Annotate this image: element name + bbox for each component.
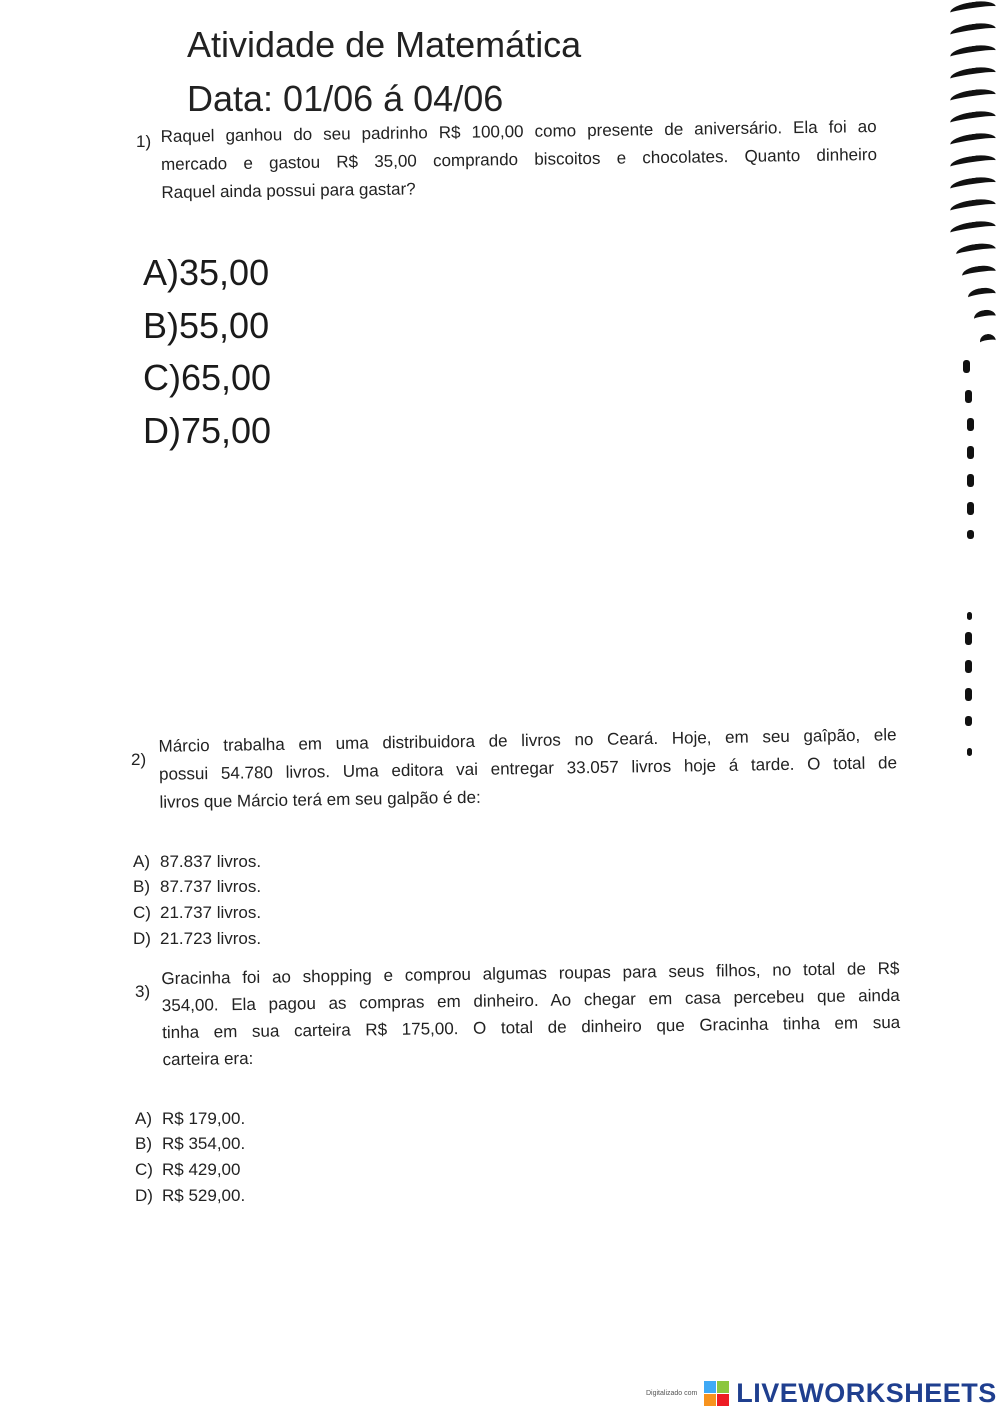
spiral-ring xyxy=(949,109,997,130)
binding-hole xyxy=(965,716,972,726)
spiral-ring xyxy=(949,153,997,174)
binding-hole xyxy=(967,418,974,431)
spiral-ring xyxy=(949,197,997,218)
binding-hole xyxy=(965,632,972,645)
spiral-ring xyxy=(955,241,997,261)
question-2-line: Márcio trabalha em uma distribuidora de livros no Ceará. Hoje, em seu gaîpão, ele xyxy=(158,725,897,756)
question-3-line: Gracinha foi ao shopping e comprou algumas roupas para seus filhos, no total de R$ xyxy=(161,958,900,989)
option-letter: C) xyxy=(133,903,151,922)
question-1-option-c[interactable]: C)65,00 xyxy=(143,357,272,398)
spiral-ring xyxy=(961,264,997,284)
option-letter: A) xyxy=(135,1109,152,1128)
question-3-line: carteira era: xyxy=(162,1048,254,1070)
question-2-option-b[interactable] xyxy=(133,877,261,897)
question-3-option-c[interactable] xyxy=(135,1160,240,1180)
spiral-ring xyxy=(949,131,997,152)
question-1-option-d[interactable]: D)75,00 xyxy=(143,410,272,451)
question-3-option-a[interactable] xyxy=(135,1109,245,1129)
option-text: 87.737 livros. xyxy=(160,877,262,896)
question-1-option-a[interactable]: A)35,00 xyxy=(143,252,270,293)
spiral-ring xyxy=(973,309,997,327)
liveworksheets-logo-icon xyxy=(704,1381,730,1407)
question-1-line: Raquel ainda possui para gastar? xyxy=(161,179,416,202)
option-letter: A) xyxy=(133,852,150,871)
question-1-text xyxy=(160,113,877,207)
question-1-line: mercado e gastou R$ 35,00 comprando biscoitos e chocolates. Quanto dinheiro xyxy=(160,145,878,174)
binding-hole xyxy=(967,612,972,620)
question-2-option-a[interactable] xyxy=(133,852,261,872)
binding-hole xyxy=(965,660,972,673)
footer-watermark xyxy=(646,1378,997,1409)
question-1-number: 1) xyxy=(136,132,152,151)
question-2-text xyxy=(158,721,897,817)
date-line: Data: 01/06 á 04/06 xyxy=(187,78,504,119)
option-letter: D) xyxy=(133,929,151,948)
question-1-line: Raquel ganhou do seu padrinho R$ 100,00 como presente de aniversário. Ela foi ao xyxy=(160,117,877,147)
spiral-ring xyxy=(949,175,997,196)
binding-hole xyxy=(967,446,974,459)
spiral-ring xyxy=(949,65,997,86)
spiral-ring xyxy=(967,286,997,305)
question-2-option-d[interactable] xyxy=(133,929,261,949)
option-letter: B) xyxy=(133,877,150,896)
question-3-line: tinha em sua carteira R$ 175,00. O total de dinheiro que Gracinha tinha em sua xyxy=(162,1012,901,1043)
spiral-binding xyxy=(940,0,1000,780)
binding-hole xyxy=(963,360,970,373)
option-text: 21.737 livros. xyxy=(160,903,262,922)
spiral-ring xyxy=(949,87,997,108)
page-title: Atividade de Matemática xyxy=(187,24,582,65)
spiral-ring xyxy=(949,43,997,64)
option-text: R$ 354,00. xyxy=(162,1134,246,1153)
option-text: R$ 529,00. xyxy=(162,1186,246,1205)
brand-name[interactable]: LIVEWORKSHEETS xyxy=(736,1378,997,1408)
question-3-option-b[interactable] xyxy=(135,1134,245,1154)
option-text: R$ 179,00. xyxy=(162,1109,246,1128)
question-3-line: 354,00. Ela pagou as compras em dinheiro. Ao chegar em casa percebeu que ainda xyxy=(161,985,900,1016)
spiral-ring xyxy=(979,333,997,350)
option-text: 87.837 livros. xyxy=(160,852,262,871)
option-text: R$ 429,00 xyxy=(162,1160,241,1179)
option-letter: D) xyxy=(135,1186,153,1205)
question-2-option-c[interactable] xyxy=(133,903,261,923)
question-2-number: 2) xyxy=(131,750,147,769)
question-2-line: possui 54.780 livros. Uma editora vai entregar 33.057 livros hoje á tarde. O total de xyxy=(158,753,898,784)
question-1-option-b[interactable]: B)55,00 xyxy=(143,305,270,346)
question-3-number: 3) xyxy=(135,982,151,1001)
question-3-text xyxy=(161,955,900,1073)
option-text: 21.723 livros. xyxy=(160,929,262,948)
option-letter: C) xyxy=(135,1160,153,1179)
spiral-ring xyxy=(949,21,997,42)
binding-hole xyxy=(965,390,972,403)
question-3-option-d[interactable] xyxy=(135,1186,245,1206)
spiral-ring xyxy=(949,219,997,240)
binding-hole xyxy=(967,474,974,487)
binding-hole xyxy=(967,748,972,756)
question-2-line: livros que Márcio terá em seu galpão é de: xyxy=(159,787,481,812)
binding-hole xyxy=(967,502,974,515)
option-letter: B) xyxy=(135,1134,152,1153)
binding-hole xyxy=(965,688,972,701)
scan-note: Digitalizado com xyxy=(646,1390,698,1397)
spiral-ring xyxy=(949,0,997,20)
binding-hole xyxy=(967,530,974,539)
